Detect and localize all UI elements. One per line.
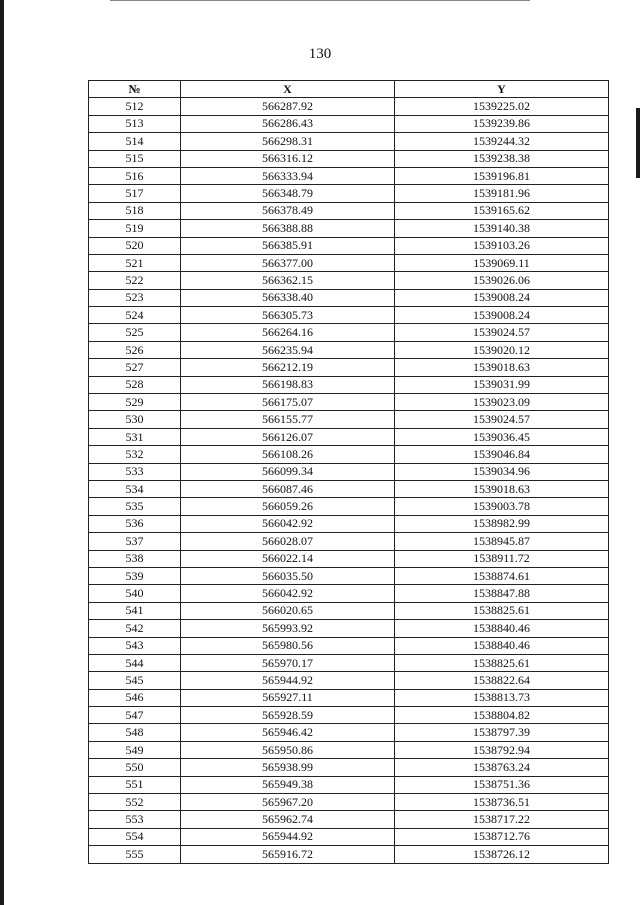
table-row bbox=[89, 307, 609, 324]
table-row bbox=[89, 794, 609, 811]
table-row bbox=[89, 167, 609, 184]
cell-number: 519 bbox=[89, 220, 181, 237]
table-row bbox=[89, 689, 609, 706]
column-header-number: № bbox=[89, 81, 181, 98]
cell-y: 1538874.61 bbox=[395, 567, 609, 584]
cell-y: 1538797.39 bbox=[395, 724, 609, 741]
table-row bbox=[89, 811, 609, 828]
cell-y: 1538751.36 bbox=[395, 776, 609, 793]
cell-y: 1539140.38 bbox=[395, 220, 609, 237]
cell-x: 566175.07 bbox=[181, 394, 395, 411]
cell-y: 1538813.73 bbox=[395, 689, 609, 706]
cell-x: 566022.14 bbox=[181, 550, 395, 567]
cell-x: 566042.92 bbox=[181, 515, 395, 532]
cell-number: 544 bbox=[89, 654, 181, 671]
table-row bbox=[89, 707, 609, 724]
cell-x: 566108.26 bbox=[181, 446, 395, 463]
table-row bbox=[89, 341, 609, 358]
cell-x: 566388.88 bbox=[181, 220, 395, 237]
cell-y: 1539026.06 bbox=[395, 272, 609, 289]
cell-x: 565949.38 bbox=[181, 776, 395, 793]
cell-number: 522 bbox=[89, 272, 181, 289]
table-row bbox=[89, 637, 609, 654]
table-row bbox=[89, 185, 609, 202]
cell-number: 549 bbox=[89, 741, 181, 758]
cell-y: 1538825.61 bbox=[395, 654, 609, 671]
cell-y: 1538825.61 bbox=[395, 602, 609, 619]
cell-y: 1538982.99 bbox=[395, 515, 609, 532]
cell-number: 546 bbox=[89, 689, 181, 706]
cell-number: 534 bbox=[89, 480, 181, 497]
table-row bbox=[89, 776, 609, 793]
cell-y: 1538822.64 bbox=[395, 672, 609, 689]
cell-x: 566348.79 bbox=[181, 185, 395, 202]
cell-number: 523 bbox=[89, 289, 181, 306]
cell-number: 540 bbox=[89, 585, 181, 602]
cell-x: 566087.46 bbox=[181, 480, 395, 497]
table-row bbox=[89, 550, 609, 567]
cell-number: 543 bbox=[89, 637, 181, 654]
table-row bbox=[89, 846, 609, 863]
cell-number: 551 bbox=[89, 776, 181, 793]
cell-number: 550 bbox=[89, 759, 181, 776]
cell-x: 566235.94 bbox=[181, 341, 395, 358]
table-row bbox=[89, 724, 609, 741]
table-row bbox=[89, 463, 609, 480]
cell-y: 1539036.45 bbox=[395, 428, 609, 445]
cell-y: 1538840.46 bbox=[395, 637, 609, 654]
table-row bbox=[89, 602, 609, 619]
cell-number: 517 bbox=[89, 185, 181, 202]
cell-y: 1539024.57 bbox=[395, 324, 609, 341]
cell-y: 1539244.32 bbox=[395, 133, 609, 150]
cell-y: 1539008.24 bbox=[395, 289, 609, 306]
cell-x: 566286.43 bbox=[181, 115, 395, 132]
cell-y: 1539239.86 bbox=[395, 115, 609, 132]
table-row bbox=[89, 254, 609, 271]
table-row bbox=[89, 585, 609, 602]
cell-number: 518 bbox=[89, 202, 181, 219]
cell-y: 1538717.22 bbox=[395, 811, 609, 828]
cell-y: 1538712.76 bbox=[395, 828, 609, 845]
cell-x: 566333.94 bbox=[181, 167, 395, 184]
cell-number: 539 bbox=[89, 567, 181, 584]
cell-number: 554 bbox=[89, 828, 181, 845]
cell-y: 1539008.24 bbox=[395, 307, 609, 324]
cell-number: 552 bbox=[89, 794, 181, 811]
coordinates-table bbox=[88, 80, 609, 864]
cell-x: 565993.92 bbox=[181, 620, 395, 637]
table-row bbox=[89, 567, 609, 584]
cell-y: 1539031.99 bbox=[395, 376, 609, 393]
cell-number: 529 bbox=[89, 394, 181, 411]
cell-number: 528 bbox=[89, 376, 181, 393]
table-row bbox=[89, 237, 609, 254]
table-row bbox=[89, 324, 609, 341]
table-row bbox=[89, 359, 609, 376]
cell-number: 515 bbox=[89, 150, 181, 167]
cell-x: 566035.50 bbox=[181, 567, 395, 584]
cell-x: 566378.49 bbox=[181, 202, 395, 219]
cell-y: 1539225.02 bbox=[395, 98, 609, 115]
table-row bbox=[89, 515, 609, 532]
cell-x: 566264.16 bbox=[181, 324, 395, 341]
cell-number: 555 bbox=[89, 846, 181, 863]
cell-x: 565927.11 bbox=[181, 689, 395, 706]
cell-y: 1539018.63 bbox=[395, 480, 609, 497]
cell-x: 565950.86 bbox=[181, 741, 395, 758]
cell-x: 566377.00 bbox=[181, 254, 395, 271]
cell-x: 565928.59 bbox=[181, 707, 395, 724]
cell-y: 1539034.96 bbox=[395, 463, 609, 480]
cell-y: 1538726.12 bbox=[395, 846, 609, 863]
table-body bbox=[89, 98, 609, 863]
cell-y: 1539103.26 bbox=[395, 237, 609, 254]
cell-y: 1538792.94 bbox=[395, 741, 609, 758]
table-row bbox=[89, 272, 609, 289]
cell-x: 565970.17 bbox=[181, 654, 395, 671]
table-row bbox=[89, 533, 609, 550]
cell-x: 566385.91 bbox=[181, 237, 395, 254]
cell-x: 565980.56 bbox=[181, 637, 395, 654]
cell-number: 512 bbox=[89, 98, 181, 115]
table-row bbox=[89, 289, 609, 306]
cell-x: 566298.31 bbox=[181, 133, 395, 150]
table-row bbox=[89, 98, 609, 115]
cell-x: 565916.72 bbox=[181, 846, 395, 863]
cell-y: 1538945.87 bbox=[395, 533, 609, 550]
cell-y: 1538763.24 bbox=[395, 759, 609, 776]
cell-number: 542 bbox=[89, 620, 181, 637]
scan-edge-right bbox=[636, 108, 640, 178]
cell-x: 566316.12 bbox=[181, 150, 395, 167]
cell-number: 533 bbox=[89, 463, 181, 480]
table-row bbox=[89, 480, 609, 497]
table-header-row bbox=[89, 81, 609, 98]
table-row bbox=[89, 411, 609, 428]
cell-x: 565967.20 bbox=[181, 794, 395, 811]
cell-x: 566028.07 bbox=[181, 533, 395, 550]
cell-y: 1539003.78 bbox=[395, 498, 609, 515]
cell-y: 1539238.38 bbox=[395, 150, 609, 167]
cell-number: 545 bbox=[89, 672, 181, 689]
cell-x: 566059.26 bbox=[181, 498, 395, 515]
table-row bbox=[89, 741, 609, 758]
table-row bbox=[89, 620, 609, 637]
column-header-x: X bbox=[181, 81, 395, 98]
table-row bbox=[89, 376, 609, 393]
cell-number: 526 bbox=[89, 341, 181, 358]
cell-x: 566042.92 bbox=[181, 585, 395, 602]
cell-number: 530 bbox=[89, 411, 181, 428]
table-row bbox=[89, 133, 609, 150]
cell-x: 566099.34 bbox=[181, 463, 395, 480]
cell-x: 565962.74 bbox=[181, 811, 395, 828]
cell-number: 525 bbox=[89, 324, 181, 341]
page-number: 130 bbox=[308, 46, 332, 62]
cell-number: 548 bbox=[89, 724, 181, 741]
table-row bbox=[89, 115, 609, 132]
table-row bbox=[89, 498, 609, 515]
cell-number: 521 bbox=[89, 254, 181, 271]
table-row bbox=[89, 150, 609, 167]
cell-y: 1538804.82 bbox=[395, 707, 609, 724]
cell-y: 1539046.84 bbox=[395, 446, 609, 463]
table-row bbox=[89, 394, 609, 411]
cell-x: 566362.15 bbox=[181, 272, 395, 289]
cell-y: 1539024.57 bbox=[395, 411, 609, 428]
cell-number: 524 bbox=[89, 307, 181, 324]
cell-number: 513 bbox=[89, 115, 181, 132]
cell-number: 514 bbox=[89, 133, 181, 150]
cell-y: 1539181.96 bbox=[395, 185, 609, 202]
column-header-y: Y bbox=[395, 81, 609, 98]
cell-x: 566338.40 bbox=[181, 289, 395, 306]
cell-number: 520 bbox=[89, 237, 181, 254]
table-row bbox=[89, 220, 609, 237]
table-row bbox=[89, 828, 609, 845]
cell-x: 565946.42 bbox=[181, 724, 395, 741]
cell-y: 1539196.81 bbox=[395, 167, 609, 184]
top-rule bbox=[110, 0, 530, 1]
cell-x: 566020.65 bbox=[181, 602, 395, 619]
cell-number: 536 bbox=[89, 515, 181, 532]
cell-y: 1538736.51 bbox=[395, 794, 609, 811]
cell-y: 1539020.12 bbox=[395, 341, 609, 358]
table-row bbox=[89, 202, 609, 219]
cell-number: 531 bbox=[89, 428, 181, 445]
cell-x: 565944.92 bbox=[181, 672, 395, 689]
cell-x: 566287.92 bbox=[181, 98, 395, 115]
cell-number: 547 bbox=[89, 707, 181, 724]
cell-number: 527 bbox=[89, 359, 181, 376]
cell-x: 565944.92 bbox=[181, 828, 395, 845]
cell-x: 565938.99 bbox=[181, 759, 395, 776]
table-row bbox=[89, 446, 609, 463]
cell-x: 566126.07 bbox=[181, 428, 395, 445]
table-row bbox=[89, 759, 609, 776]
cell-number: 538 bbox=[89, 550, 181, 567]
cell-number: 537 bbox=[89, 533, 181, 550]
table-row bbox=[89, 672, 609, 689]
cell-y: 1538840.46 bbox=[395, 620, 609, 637]
cell-x: 566305.73 bbox=[181, 307, 395, 324]
cell-y: 1538911.72 bbox=[395, 550, 609, 567]
cell-y: 1539023.09 bbox=[395, 394, 609, 411]
cell-y: 1539069.11 bbox=[395, 254, 609, 271]
scan-edge-left bbox=[0, 0, 4, 905]
cell-number: 535 bbox=[89, 498, 181, 515]
table-row bbox=[89, 428, 609, 445]
cell-number: 541 bbox=[89, 602, 181, 619]
table-row bbox=[89, 654, 609, 671]
cell-y: 1538847.88 bbox=[395, 585, 609, 602]
cell-y: 1539018.63 bbox=[395, 359, 609, 376]
cell-y: 1539165.62 bbox=[395, 202, 609, 219]
cell-x: 566198.83 bbox=[181, 376, 395, 393]
cell-number: 516 bbox=[89, 167, 181, 184]
cell-x: 566212.19 bbox=[181, 359, 395, 376]
cell-x: 566155.77 bbox=[181, 411, 395, 428]
cell-number: 532 bbox=[89, 446, 181, 463]
cell-number: 553 bbox=[89, 811, 181, 828]
